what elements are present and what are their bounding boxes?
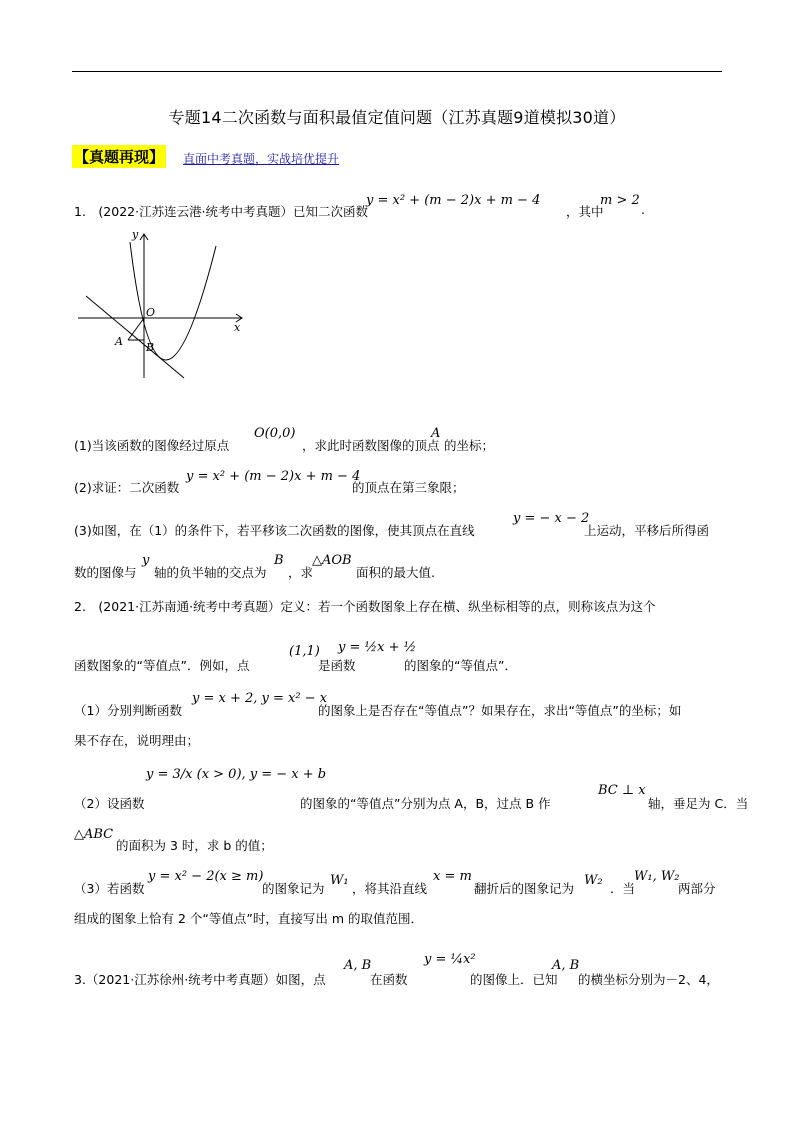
q2-s3-a: （3）若函数	[74, 881, 145, 896]
q2-s3-W1: W₁	[330, 873, 349, 888]
q2-s3-d: 翻折后的图象记为	[474, 881, 575, 896]
q1-formula: y = x² + (m − 2)x + m − 4	[366, 193, 541, 208]
q3-points-2: A, B	[552, 958, 580, 973]
line-y-neg-x-minus-2	[86, 296, 184, 378]
q1-end: .	[641, 202, 645, 217]
q3-d: 的横坐标分别为－2、4，	[578, 972, 719, 987]
q2-s2-funcs: y = 3/x (x > 0), y = − x + b	[146, 767, 327, 782]
q1-condition: m > 2	[600, 193, 640, 208]
label-x: x	[234, 321, 241, 334]
q1-part3-y: y	[142, 553, 150, 568]
q2-line1: 2. (2021·江苏南通·统考中考真题）定义：若一个函数图象上存在横、纵坐标相等的点，则称该点为这个	[74, 599, 656, 614]
q2-line2-point: (1,1)	[289, 644, 320, 659]
q1-part3-a: (3)如图，在（1）的条件下，若平移该二次函数的图像，使其顶点在直线	[74, 523, 475, 538]
q2-s3-func: y = x² − 2(x ≥ m)	[148, 869, 264, 884]
label-y: y	[132, 228, 139, 241]
q2-s1-a: （1）分别判断函数	[74, 703, 182, 718]
q2-s3-e: ．当	[610, 881, 636, 896]
q1-part3-B: B	[274, 553, 284, 568]
q1-intro: 1. (2022·江苏连云港·统考中考真题）已知二次函数	[74, 204, 369, 219]
q3-points: A, B	[344, 958, 372, 973]
section-badge: 【真题再现】	[72, 145, 166, 168]
q1-part1-c: 的坐标；	[444, 438, 495, 453]
q3-b: 在函数	[370, 972, 408, 987]
q2-s1-b: 的图象上是否存在“等值点”？如果存在，求出“等值点”的坐标；如	[318, 703, 682, 718]
q1-part1-a: (1)当该函数的图像经过原点	[74, 438, 230, 453]
q1-part3-line: y = − x − 2	[513, 511, 590, 526]
q2-s2-a: （2）设函数	[74, 796, 145, 811]
q2-s3-W1W2: W₁, W₂	[634, 869, 680, 884]
q2-s2-perp: BC ⊥ x	[598, 783, 646, 798]
q1-part1-A: A	[431, 426, 441, 441]
q2-s3-c: ，将其沿直线	[352, 881, 428, 896]
q1-part2-b: 的顶点在第三象限；	[352, 480, 465, 495]
q1-part2-formula: y = x² + (m − 2)x + m − 4	[186, 469, 361, 484]
q2-s3-W2: W₂	[584, 873, 603, 888]
q1-part1-b: ，求此时函数图像的顶点	[302, 438, 440, 453]
label-B: B	[146, 341, 155, 354]
q1-part3-triangle: △AOB	[312, 553, 352, 568]
q2-s3-f: 两部分	[678, 881, 716, 896]
section-subtitle-link[interactable]: 直面中考真题，实战培优提升	[183, 152, 340, 166]
q2-s2-c: 轴，垂足为 C．当	[648, 796, 749, 811]
q1-part3-d: 轴的负半轴的交点为	[154, 565, 267, 580]
q3-a: 3.（2021·江苏徐州·统考中考真题）如图，点	[74, 972, 326, 987]
q1-part3-b: 上运动，平移后所得函	[584, 523, 710, 538]
parabola-curve	[130, 242, 216, 360]
q2-line2-b: 是函数	[318, 658, 356, 673]
q1-part3-f: 面积的最大值.	[356, 565, 435, 580]
q2-line2-c: 的图象的“等值点”．	[404, 658, 517, 673]
q2-s3-b: 的图象记为	[262, 881, 325, 896]
top-rule	[72, 71, 722, 72]
q1-part3-c: 数的图像与	[74, 565, 137, 580]
q2-s1-funcs: y = x + 2, y = x² − x	[192, 691, 328, 706]
q1-part1-origin: O(0,0)	[254, 426, 296, 441]
q3-c: 的图像上．已知	[470, 972, 558, 987]
q2-s2-b: 的图象的“等值点”分别为点 A，B，过点 B 作	[300, 796, 551, 811]
label-O: O	[146, 306, 156, 319]
q2-s2-triangle: △ABC	[74, 827, 114, 842]
q2-line2-func: y = ½x + ½	[338, 640, 417, 655]
q2-s3-g: 组成的图象上恰有 2 个“等值点”时，直接写出 m 的取值范围．	[74, 911, 423, 926]
q1-mid: ，其中	[566, 204, 604, 219]
segment-AO	[128, 318, 144, 340]
q2-s3-line: x = m	[433, 869, 472, 884]
q1-part3-e: ，求	[288, 565, 314, 580]
q2-s2-d: 的面积为 3 时，求 b 的值；	[116, 838, 273, 853]
q2-s1-c: 果不存在，说明理由；	[74, 733, 200, 748]
q2-line2-a: 函数图象的“等值点”．例如，点	[74, 658, 250, 673]
q1-part2-a: (2)求证：二次函数	[74, 480, 180, 495]
label-A: A	[115, 335, 123, 348]
page-title: 专题14二次函数与面积最值定值问题（江苏真题9道模拟30道）	[168, 108, 626, 127]
q3-func: y = ¼x²	[424, 952, 476, 967]
q1-figure	[74, 228, 254, 388]
